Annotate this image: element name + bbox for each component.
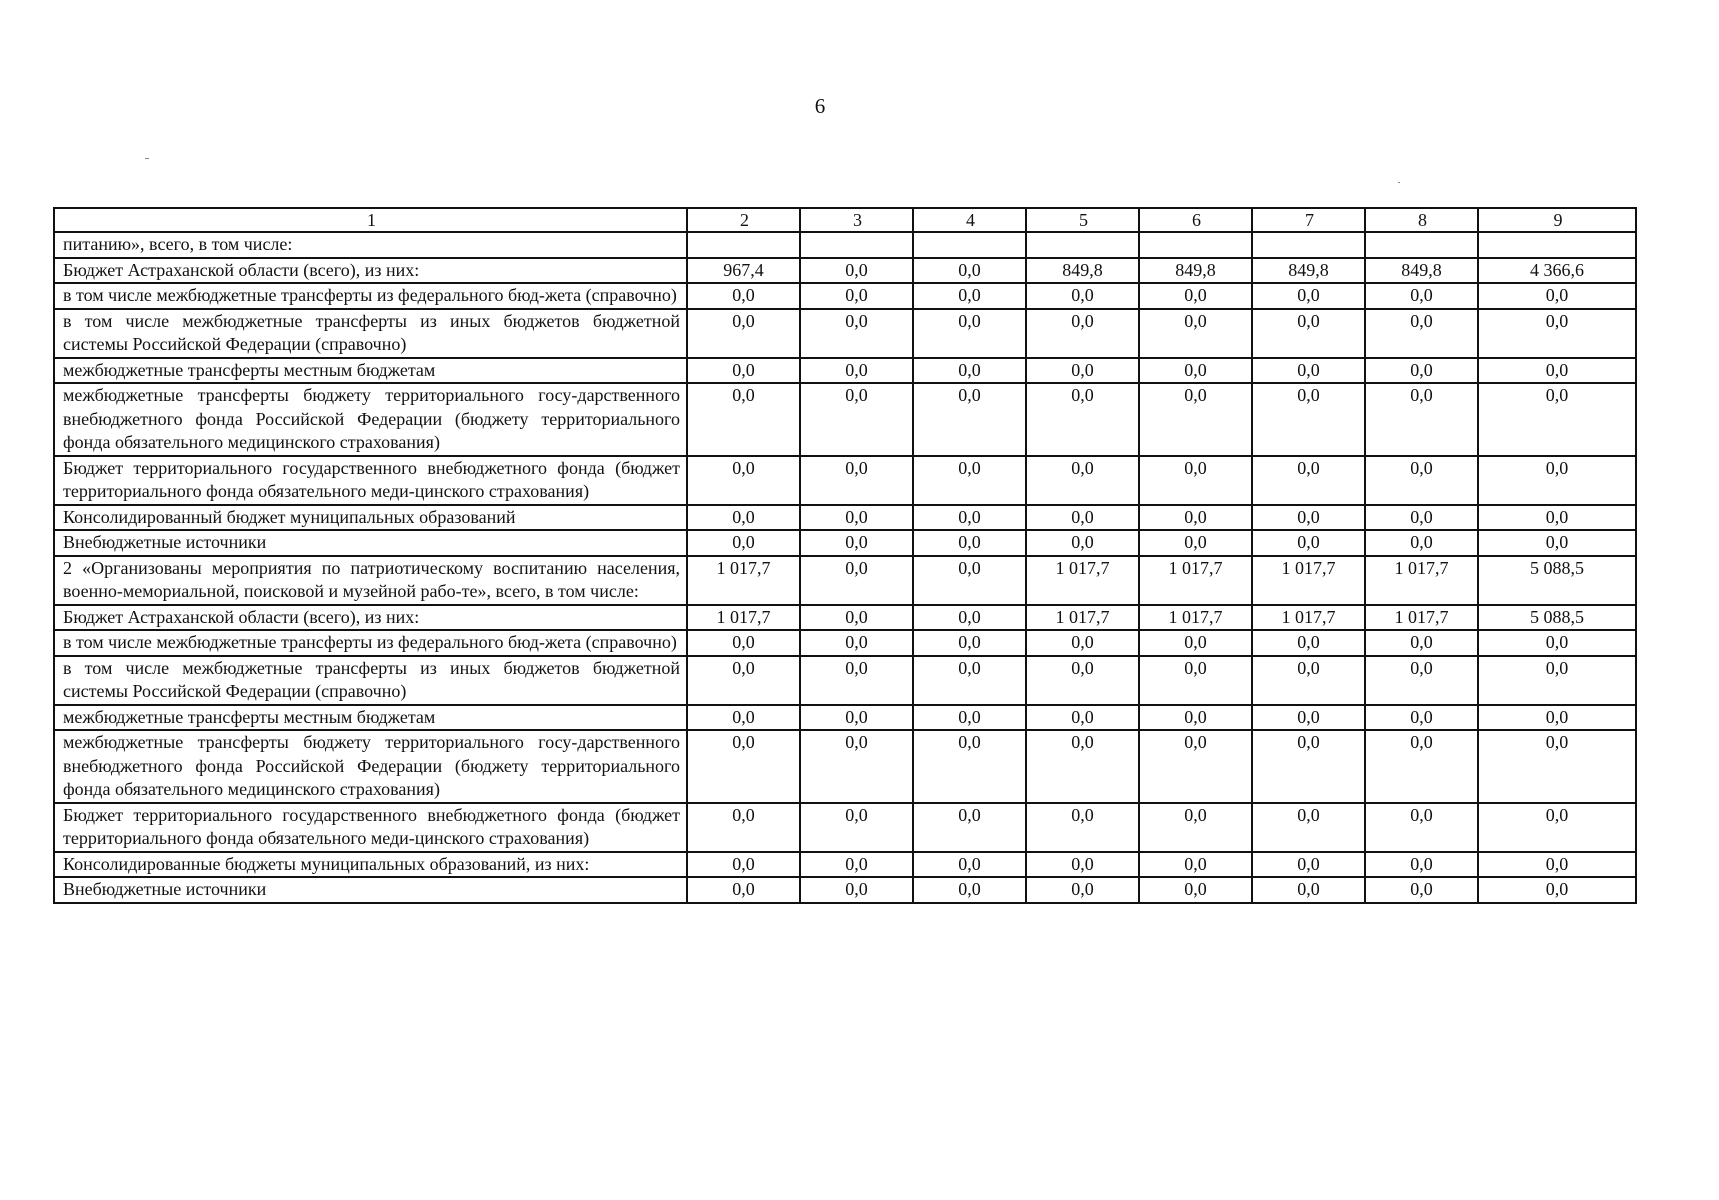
value-cell (913, 232, 1026, 258)
value-cell: 1 017,7 (1365, 605, 1478, 631)
column-header: 2 (687, 208, 800, 232)
row-label: межбюджетные трансферты местным бюджетам (54, 705, 687, 731)
value-cell: 0,0 (800, 309, 913, 358)
value-cell: 0,0 (1478, 530, 1636, 556)
value-cell: 849,8 (1252, 258, 1365, 284)
row-label: Консолидированные бюджеты муниципальных образований, из них: (54, 852, 687, 878)
value-cell: 0,0 (913, 283, 1026, 309)
value-cell: 0,0 (1139, 456, 1252, 505)
row-label: в том числе межбюджетные трансферты из иных бюджетов бюджетной системы Российской Федерации (справочно) (54, 309, 687, 358)
value-cell: 0,0 (687, 383, 800, 456)
row-label: в том числе межбюджетные трансферты из иных бюджетов бюджетной системы Российской Федерации (справочно) (54, 656, 687, 705)
table-row (54, 656, 1636, 705)
value-cell: 0,0 (1478, 803, 1636, 852)
value-cell: 0,0 (687, 358, 800, 384)
value-cell: 0,0 (1478, 505, 1636, 531)
value-cell: 0,0 (687, 656, 800, 705)
value-cell: 0,0 (1026, 283, 1139, 309)
value-cell: 0,0 (1139, 505, 1252, 531)
value-cell: 0,0 (1252, 656, 1365, 705)
value-cell: 0,0 (1026, 852, 1139, 878)
row-label: Бюджет Астраханской области (всего), из них: (54, 258, 687, 284)
row-label: 2 «Организованы мероприятия по патриотическому воспитанию населения, военно-мемориальной, поисковой и музейной рабо-те», всего, в том числе: (54, 556, 687, 605)
value-cell: 1 017,7 (1139, 605, 1252, 631)
value-cell: 5 088,5 (1478, 556, 1636, 605)
value-cell: 0,0 (1026, 530, 1139, 556)
value-cell: 0,0 (1139, 358, 1252, 384)
value-cell: 0,0 (1139, 877, 1252, 903)
value-cell: 0,0 (800, 258, 913, 284)
value-cell: 849,8 (1026, 258, 1139, 284)
value-cell: 0,0 (1365, 309, 1478, 358)
value-cell: 0,0 (1139, 730, 1252, 803)
row-label: Внебюджетные источники (54, 877, 687, 903)
value-cell: 4 366,6 (1478, 258, 1636, 284)
value-cell: 849,8 (1139, 258, 1252, 284)
value-cell: 0,0 (687, 456, 800, 505)
value-cell: 1 017,7 (687, 556, 800, 605)
value-cell: 0,0 (687, 730, 800, 803)
value-cell: 967,4 (687, 258, 800, 284)
value-cell: 0,0 (800, 358, 913, 384)
value-cell: 0,0 (1478, 358, 1636, 384)
value-cell: 0,0 (1478, 730, 1636, 803)
table-row (54, 283, 1636, 309)
value-cell: 0,0 (1026, 383, 1139, 456)
value-cell: 0,0 (800, 505, 913, 531)
table-row (54, 877, 1636, 903)
value-cell (1365, 232, 1478, 258)
value-cell: 0,0 (1252, 383, 1365, 456)
budget-table (53, 207, 1637, 904)
value-cell: 0,0 (1252, 803, 1365, 852)
value-cell: 0,0 (1365, 730, 1478, 803)
value-cell: 0,0 (913, 456, 1026, 505)
value-cell: 0,0 (800, 383, 913, 456)
value-cell: 0,0 (687, 309, 800, 358)
value-cell: 0,0 (1139, 852, 1252, 878)
value-cell: 0,0 (913, 556, 1026, 605)
value-cell: 0,0 (913, 605, 1026, 631)
value-cell: 0,0 (1478, 456, 1636, 505)
value-cell: 1 017,7 (687, 605, 800, 631)
value-cell: 0,0 (1478, 705, 1636, 731)
value-cell: 5 088,5 (1478, 605, 1636, 631)
value-cell: 0,0 (1365, 656, 1478, 705)
value-cell: 1 017,7 (1026, 556, 1139, 605)
value-cell: 0,0 (800, 605, 913, 631)
value-cell: 0,0 (1478, 656, 1636, 705)
value-cell: 0,0 (1139, 309, 1252, 358)
value-cell (1139, 232, 1252, 258)
value-cell: 0,0 (913, 877, 1026, 903)
value-cell: 0,0 (913, 630, 1026, 656)
value-cell: 0,0 (1026, 505, 1139, 531)
column-header: 5 (1026, 208, 1139, 232)
column-header: 9 (1478, 208, 1636, 232)
value-cell: 0,0 (1252, 705, 1365, 731)
value-cell: 0,0 (687, 803, 800, 852)
page-number: 6 (814, 94, 826, 118)
value-cell: 0,0 (1139, 283, 1252, 309)
value-cell: 0,0 (1252, 358, 1365, 384)
value-cell: 0,0 (687, 530, 800, 556)
value-cell: 849,8 (1365, 258, 1478, 284)
value-cell: 0,0 (1365, 852, 1478, 878)
column-header: 6 (1139, 208, 1252, 232)
value-cell: 0,0 (1252, 456, 1365, 505)
table-row (54, 258, 1636, 284)
value-cell: 0,0 (1139, 383, 1252, 456)
scan-speck (145, 158, 149, 159)
table-body (54, 232, 1636, 903)
value-cell (1026, 232, 1139, 258)
table-row (54, 556, 1636, 605)
column-header: 4 (913, 208, 1026, 232)
value-cell: 0,0 (1478, 309, 1636, 358)
value-cell: 1 017,7 (1139, 556, 1252, 605)
value-cell: 0,0 (800, 852, 913, 878)
value-cell: 0,0 (1026, 358, 1139, 384)
value-cell: 0,0 (1139, 530, 1252, 556)
value-cell: 0,0 (1365, 803, 1478, 852)
table-row (54, 803, 1636, 852)
value-cell: 0,0 (913, 852, 1026, 878)
table-row (54, 630, 1636, 656)
value-cell: 0,0 (800, 803, 913, 852)
value-cell: 0,0 (1139, 803, 1252, 852)
value-cell: 0,0 (1252, 309, 1365, 358)
column-header: 3 (800, 208, 913, 232)
value-cell: 0,0 (800, 556, 913, 605)
column-header: 1 (54, 208, 687, 232)
value-cell: 0,0 (1026, 730, 1139, 803)
value-cell: 1 017,7 (1252, 605, 1365, 631)
row-label: Внебюджетные источники (54, 530, 687, 556)
value-cell: 0,0 (1478, 630, 1636, 656)
value-cell (1478, 232, 1636, 258)
row-label: Бюджет территориального государственного внебюджетного фонда (бюджет территориального фонда обязательного меди-цинского страхования) (54, 456, 687, 505)
value-cell: 1 017,7 (1026, 605, 1139, 631)
column-header: 8 (1365, 208, 1478, 232)
value-cell: 0,0 (800, 705, 913, 731)
value-cell: 1 017,7 (1365, 556, 1478, 605)
value-cell: 0,0 (913, 505, 1026, 531)
value-cell: 0,0 (1026, 705, 1139, 731)
table-row (54, 456, 1636, 505)
value-cell: 0,0 (1026, 456, 1139, 505)
value-cell: 0,0 (1026, 803, 1139, 852)
value-cell: 0,0 (1252, 530, 1365, 556)
value-cell: 0,0 (1478, 383, 1636, 456)
value-cell: 0,0 (1365, 530, 1478, 556)
value-cell: 0,0 (687, 852, 800, 878)
row-label: межбюджетные трансферты бюджету территориального госу-дарственного внебюджетного фонда Российской Федерации (бюджету территориального фонда обязательного медицинского страхования) (54, 383, 687, 456)
value-cell: 0,0 (800, 456, 913, 505)
value-cell: 0,0 (1139, 630, 1252, 656)
value-cell: 0,0 (1365, 877, 1478, 903)
table-row (54, 232, 1636, 258)
row-label: в том числе межбюджетные трансферты из федерального бюд-жета (справочно) (54, 630, 687, 656)
value-cell: 0,0 (913, 803, 1026, 852)
row-label: Бюджет территориального государственного внебюджетного фонда (бюджет территориального фонда обязательного меди-цинского страхования) (54, 803, 687, 852)
row-label: в том числе межбюджетные трансферты из федерального бюд-жета (справочно) (54, 283, 687, 309)
value-cell: 0,0 (1026, 877, 1139, 903)
table-row (54, 383, 1636, 456)
value-cell: 0,0 (687, 630, 800, 656)
value-cell (687, 232, 800, 258)
value-cell (1252, 232, 1365, 258)
table-row (54, 309, 1636, 358)
value-cell: 0,0 (913, 383, 1026, 456)
value-cell: 0,0 (800, 530, 913, 556)
value-cell: 0,0 (1026, 656, 1139, 705)
table-row (54, 505, 1636, 531)
value-cell (800, 232, 913, 258)
row-label: Бюджет Астраханской области (всего), из них: (54, 605, 687, 631)
value-cell: 0,0 (1478, 852, 1636, 878)
column-header: 7 (1252, 208, 1365, 232)
value-cell: 0,0 (913, 705, 1026, 731)
table-row (54, 730, 1636, 803)
value-cell: 0,0 (800, 656, 913, 705)
value-cell: 0,0 (687, 505, 800, 531)
value-cell: 0,0 (913, 258, 1026, 284)
value-cell: 1 017,7 (1252, 556, 1365, 605)
row-label: Консолидированный бюджет муниципальных образований (54, 505, 687, 531)
table-row (54, 852, 1636, 878)
scan-speck (1398, 182, 1400, 183)
table-row (54, 530, 1636, 556)
value-cell: 0,0 (1365, 630, 1478, 656)
value-cell: 0,0 (1365, 505, 1478, 531)
value-cell: 0,0 (1365, 383, 1478, 456)
value-cell: 0,0 (1365, 456, 1478, 505)
row-label: межбюджетные трансферты бюджету территориального госу-дарственного внебюджетного фонда Российской Федерации (бюджету территориального фонда обязательного медицинского страхования) (54, 730, 687, 803)
value-cell: 0,0 (1252, 730, 1365, 803)
value-cell: 0,0 (800, 730, 913, 803)
value-cell: 0,0 (913, 358, 1026, 384)
table-row (54, 358, 1636, 384)
value-cell: 0,0 (1252, 505, 1365, 531)
column-number-row (54, 208, 1636, 232)
value-cell: 0,0 (1365, 705, 1478, 731)
value-cell: 0,0 (1365, 358, 1478, 384)
value-cell: 0,0 (1252, 630, 1365, 656)
value-cell: 0,0 (1139, 656, 1252, 705)
value-cell: 0,0 (913, 730, 1026, 803)
value-cell: 0,0 (1252, 283, 1365, 309)
value-cell: 0,0 (800, 877, 913, 903)
value-cell: 0,0 (1252, 852, 1365, 878)
table-row (54, 605, 1636, 631)
value-cell: 0,0 (800, 630, 913, 656)
row-label: межбюджетные трансферты местным бюджетам (54, 358, 687, 384)
value-cell: 0,0 (913, 656, 1026, 705)
value-cell: 0,0 (913, 309, 1026, 358)
value-cell: 0,0 (1365, 283, 1478, 309)
value-cell: 0,0 (800, 283, 913, 309)
value-cell: 0,0 (687, 283, 800, 309)
table-row (54, 705, 1636, 731)
value-cell: 0,0 (1139, 705, 1252, 731)
value-cell: 0,0 (1252, 877, 1365, 903)
value-cell: 0,0 (1478, 877, 1636, 903)
value-cell: 0,0 (687, 705, 800, 731)
value-cell: 0,0 (1026, 630, 1139, 656)
value-cell: 0,0 (913, 530, 1026, 556)
row-label: питанию», всего, в том числе: (54, 232, 687, 258)
value-cell: 0,0 (687, 877, 800, 903)
value-cell: 0,0 (1478, 283, 1636, 309)
value-cell: 0,0 (1026, 309, 1139, 358)
